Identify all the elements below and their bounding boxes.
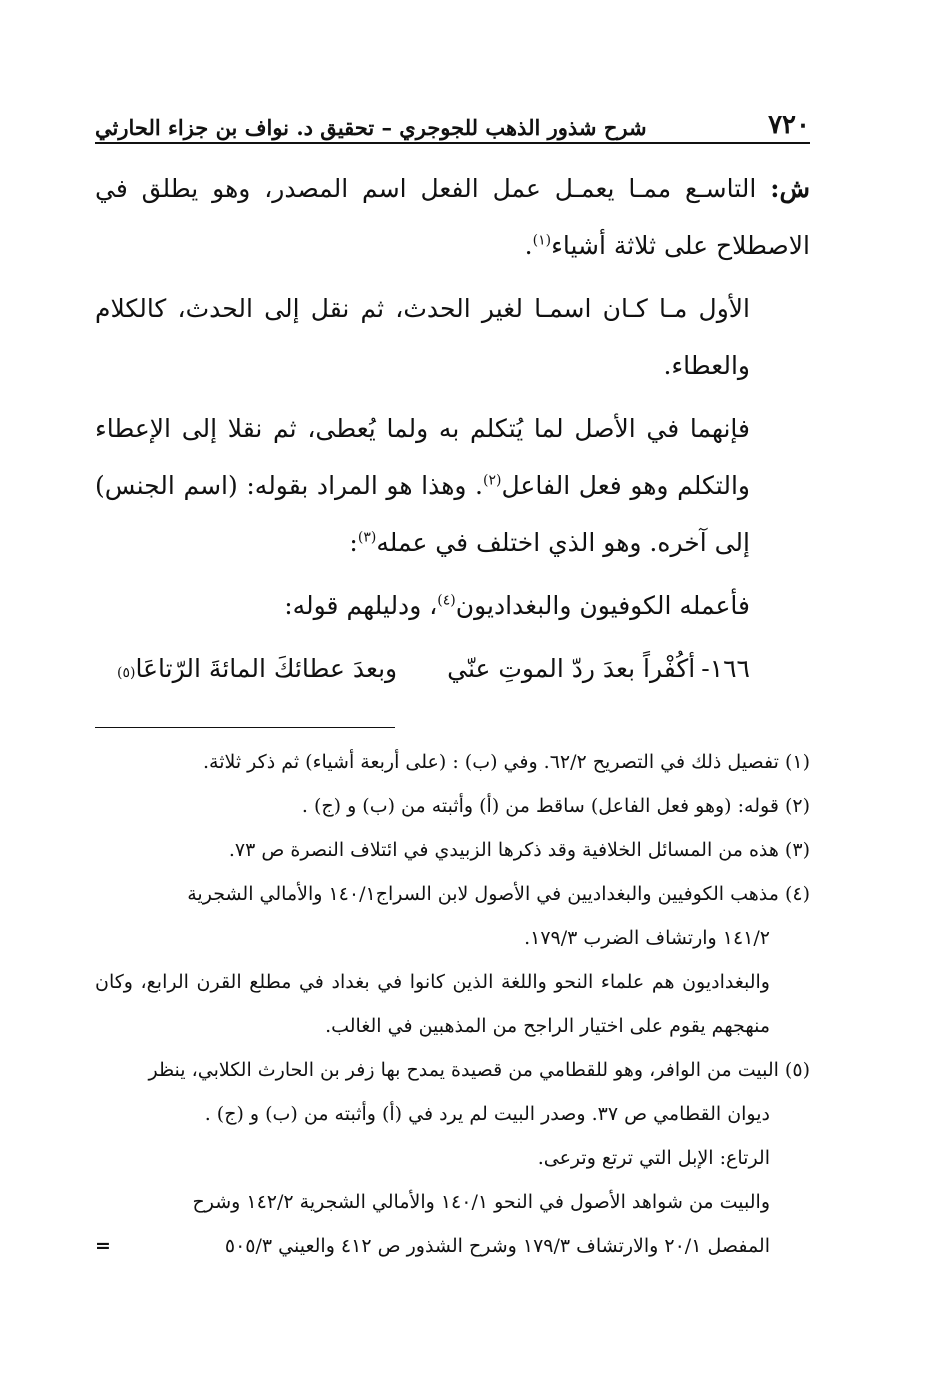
main-text — [95, 160, 810, 697]
page-number: ٧٢٠ — [768, 110, 810, 140]
footnote-1: (١) تفصيل ذلك في التصريح ٦٢/٢. وفي (ب) : (على أربعة أشياء) ثم ذكر ثلاثة. — [203, 751, 810, 773]
footnote-ref-4[interactable]: (٤) — [437, 592, 456, 609]
footnote-ref-1[interactable]: (١) — [532, 232, 552, 249]
footnote-4-line-2: ١٤١/٢ وارتشاف الضرب ١٧٩/٣. — [524, 927, 770, 949]
footnote-5-line-2: ديوان القطامي ص ٣٧. وصدر البيت لم يرد في (أ) وأثبته من (ب) و (ج) . — [204, 1103, 770, 1125]
footnote-ref-2[interactable]: (٢) — [483, 472, 502, 489]
running-title: شرح شذور الذهب للجوجري – تحقيق د. نواف بن جزاء الحارثي — [95, 115, 647, 140]
paragraph-4-end: ، ودليلهم قوله: — [284, 591, 438, 620]
paragraph-3-end: : — [349, 528, 358, 557]
paragraph-4-text: فأعمله الكوفيون والبغداديون — [455, 591, 750, 620]
footnote-5-sources-2 — [95, 1224, 810, 1268]
footnote-ref-3[interactable]: (٣) — [357, 529, 377, 546]
paragraph-3 — [95, 400, 810, 571]
footnote-5-sources-1: والبيت من شواهد الأصول في النحو ١٤٠/١ والأمالي الشجرية ١٤٢/٢ وشرح — [192, 1191, 770, 1213]
verse-first-hemistich: أكُفْراً بعدَ ردّ الموتِ عنّي — [447, 654, 696, 683]
paragraph-1 — [95, 160, 810, 274]
footnote-2: (٢) قوله: (وهو فعل الفاعل) ساقط من (أ) وأثبته من (ب) و (ج) . — [301, 795, 810, 817]
poetry-verse: ١٦٦- أكُفْراً بعدَ ردّ الموتِ عنّي وبعدَ عطائكَ المائةَ الرّتاعَا (٥) — [95, 640, 810, 697]
footnote-5-sources-2-text: المفصل ٢٠/١ والارتشاف ١٧٩/٣ وشرح الشذور ص ٤١٢ والعيني ٥٠٥/٣ — [224, 1235, 770, 1257]
footnote-5-line-1: (٥) البيت من الوافر، وهو للقطامي من قصيدة يمدح بها زفر بن الحارث الكلابي، ينظر — [148, 1059, 810, 1081]
footnote-3: (٣) هذه من المسائل الخلافية وقد ذكرها الزبيدي في ائتلاف النصرة ص ٧٣. — [228, 839, 810, 861]
paragraph-3-text-a: فإنهما في الأصل لما يُتكلم به ولما يُعطى، ثم نقلا إلى الإعطاء والتكلم وهو فعل الفاعل — [95, 414, 750, 500]
paragraph-1-text: التاسـع ممـا يعمـل عمل الفعل اسم المصدر، وهو يطلق في الاصطلاح على ثلاثة أشياء — [95, 174, 810, 260]
paragraph-1-end: . — [524, 231, 533, 260]
footnote-separator — [95, 727, 395, 728]
paragraph-3-text-b: . وهذا هو المراد بقوله: (اسم الجنس) إلى آخره. وهو الذي اختلف في عمله — [95, 471, 750, 557]
paragraph-2: الأول مـا كـان اسمـا لغير الحدث، ثم نقل إلى الحدث، كالكلام والعطاء. — [95, 294, 750, 380]
continuation-mark: = — [95, 1235, 111, 1257]
footnotes — [95, 740, 810, 1268]
verse-number: ١٦٦- — [701, 654, 750, 683]
footnote-5-gloss: الرتاع: الإبل التي ترتع وترعى. — [537, 1147, 770, 1169]
verse-second-hemistich: وبعدَ عطائكَ المائةَ الرّتاعَا — [135, 654, 398, 683]
paragraph-4 — [95, 577, 810, 634]
footnote-4-note: والبغداديون هم علماء النحو واللغة الذين كانوا في بغداد في مطلع القرن الرابع، وكان منهجهم يقوم على اختيار الراجح من المذهبين في الغالب. — [95, 971, 770, 1037]
page-header — [95, 100, 810, 144]
book-page — [95, 100, 810, 1280]
footnote-4-line-1: (٤) مذهب الكوفيين والبغداديين في الأصول لابن السراج١٤٠/١ والأمالي الشجرية — [187, 883, 810, 905]
sharh-marker: ش: — [770, 174, 810, 203]
